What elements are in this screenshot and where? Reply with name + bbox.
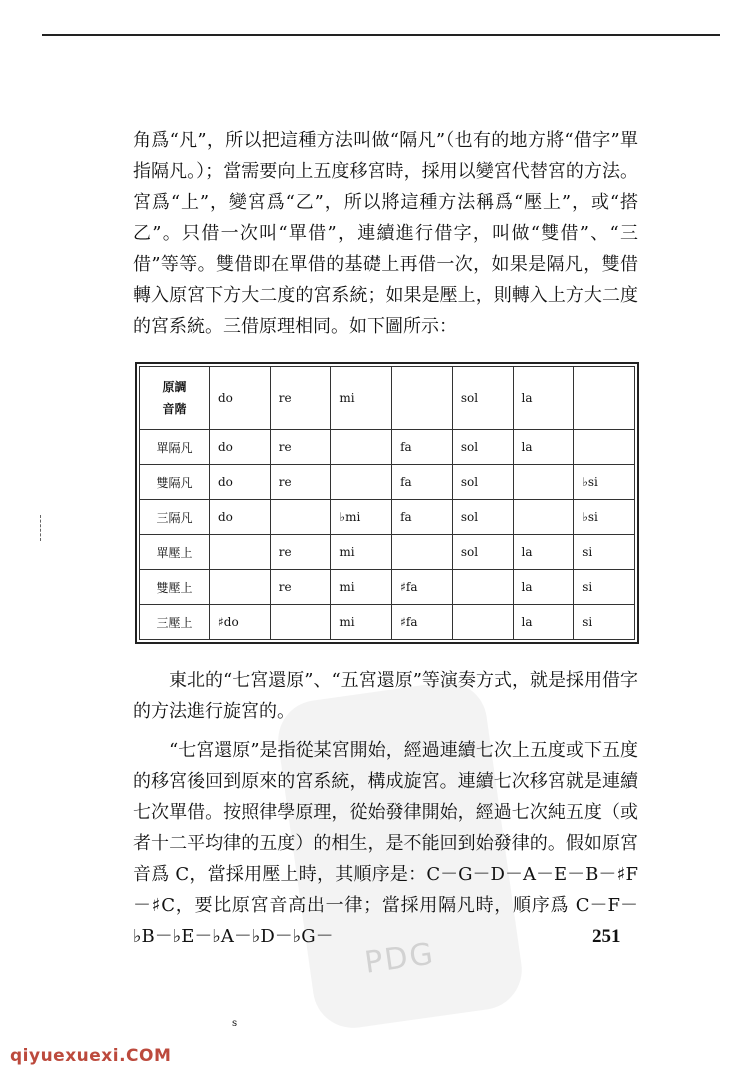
table-cell: la bbox=[513, 570, 574, 605]
table-cell: ♯fa bbox=[392, 570, 453, 605]
table-cell bbox=[513, 465, 574, 500]
header-rule bbox=[42, 34, 720, 36]
table-cell: do bbox=[210, 465, 271, 500]
site-logo[interactable] bbox=[10, 1046, 171, 1066]
row-label: 雙隔凡 bbox=[140, 465, 210, 500]
table-cell: ♯do bbox=[210, 605, 271, 640]
table-cell: si bbox=[574, 535, 635, 570]
header-label-line2: 音階 bbox=[162, 402, 187, 416]
table-cell: ♭mi bbox=[331, 500, 392, 535]
page-number: 251 bbox=[592, 926, 621, 947]
table-cell: si bbox=[574, 605, 635, 640]
table-cell: la bbox=[513, 605, 574, 640]
table-row bbox=[140, 535, 635, 570]
table-cell bbox=[210, 535, 271, 570]
footer-mark: s bbox=[232, 1018, 238, 1029]
table-cell bbox=[513, 500, 574, 535]
row-label: 三隔凡 bbox=[140, 500, 210, 535]
paragraph-2: 東北的“七宮還原”、“五宮還原”等演奏方式，就是採用借字的方法進行旋宮的。 bbox=[133, 670, 638, 722]
table-cell bbox=[574, 430, 635, 465]
header-label-line1: 原調 bbox=[162, 380, 187, 394]
scale-table bbox=[139, 366, 635, 640]
table-cell: sol bbox=[452, 465, 513, 500]
table-cell: la bbox=[513, 430, 574, 465]
binding-mark bbox=[40, 515, 42, 541]
table-cell: sol bbox=[452, 535, 513, 570]
table-cell bbox=[270, 500, 331, 535]
table-cell: si bbox=[574, 570, 635, 605]
row-label: 單壓上 bbox=[140, 535, 210, 570]
table-cell bbox=[210, 570, 271, 605]
table-cell bbox=[331, 465, 392, 500]
table-cell: mi bbox=[331, 605, 392, 640]
table-cell: ♯fa bbox=[392, 605, 453, 640]
table-cell: do bbox=[210, 367, 271, 430]
table-cell: la bbox=[513, 535, 574, 570]
table-row bbox=[140, 465, 635, 500]
header-label-cell bbox=[140, 367, 210, 430]
table-cell bbox=[392, 535, 453, 570]
table-cell: ♭si bbox=[574, 465, 635, 500]
table-cell: re bbox=[270, 535, 331, 570]
table-cell bbox=[392, 367, 453, 430]
table-cell: re bbox=[270, 430, 331, 465]
table-cell: fa bbox=[392, 430, 453, 465]
table-header-row bbox=[140, 367, 635, 430]
row-label: 雙壓上 bbox=[140, 570, 210, 605]
table-cell: la bbox=[513, 367, 574, 430]
table-cell: sol bbox=[452, 430, 513, 465]
table-cell: ♭si bbox=[574, 500, 635, 535]
table-cell: re bbox=[270, 465, 331, 500]
table-cell: do bbox=[210, 500, 271, 535]
table-row bbox=[140, 430, 635, 465]
table-row bbox=[140, 500, 635, 535]
table-cell: mi bbox=[331, 535, 392, 570]
paragraph-1: 角爲“凡”，所以把這種方法叫做“隔凡”（也有的地方將“借字”單指隔凡。）；當需要向上五度移宮時，採用以變宮代替宮的方法。宮爲“上”，變宮爲“乙”，所以將這種方法稱爲“壓上”，或“搭乙”。只借一次叫“單借”，連續進行借字，叫做“雙借”、“三借”等等。雙借即在單借的基礎上再借一次，如果是隔凡，雙借轉入原宮下方大二度的宮系統；如果是壓上，則轉入上方大二度的宮系統。三借原理相同。如下圖所示： bbox=[133, 130, 638, 337]
table-cell: fa bbox=[392, 465, 453, 500]
table-cell bbox=[574, 367, 635, 430]
watermark-label: PDG bbox=[362, 936, 437, 981]
table-cell bbox=[452, 570, 513, 605]
table-cell bbox=[270, 605, 331, 640]
table-cell bbox=[452, 605, 513, 640]
table-cell: mi bbox=[331, 570, 392, 605]
table-cell: sol bbox=[452, 500, 513, 535]
table-cell: re bbox=[270, 367, 331, 430]
row-label: 單隔凡 bbox=[140, 430, 210, 465]
table-cell: fa bbox=[392, 500, 453, 535]
table-cell: re bbox=[270, 570, 331, 605]
scale-table-frame bbox=[135, 362, 639, 644]
row-label: 三壓上 bbox=[140, 605, 210, 640]
table-cell bbox=[331, 430, 392, 465]
table-cell: do bbox=[210, 430, 271, 465]
site-logo-text: qiyuexuexi.COM bbox=[10, 1046, 172, 1066]
table-row bbox=[140, 570, 635, 605]
table-cell: sol bbox=[452, 367, 513, 430]
table-cell: mi bbox=[331, 367, 392, 430]
table-row bbox=[140, 605, 635, 640]
paragraph-3: “七宮還原”是指從某宮開始，經過連續七次上五度或下五度的移宮後回到原來的宮系統，構成旋宮。連續七次移宮就是連續七次單借。按照律學原理，從始發律開始，經過七次純五度（或者十二平均律的五度）的相生，是不能回到始發律的。假如原宮音爲 C，當採用壓上時，其順序是：C－G－D－A－E－B－♯F－♯C，要比原宮音高出一律；當採用隔凡時，順序爲 C－F－♭B－♭E－♭A－♭D－♭G－ bbox=[133, 740, 638, 947]
